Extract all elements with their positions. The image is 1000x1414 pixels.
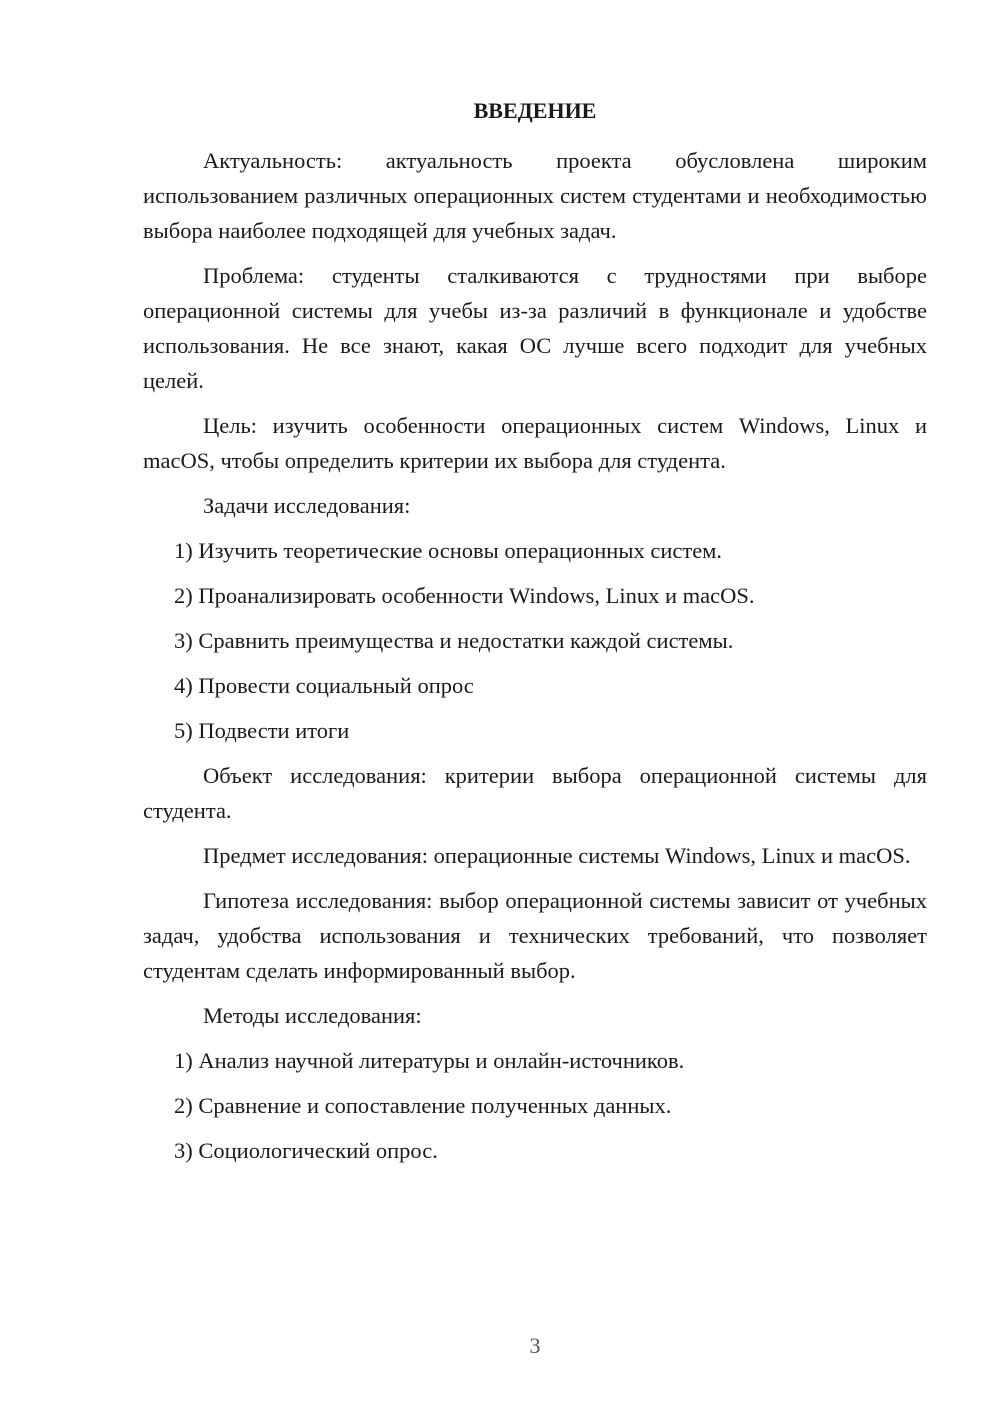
page-title: ВВЕДЕНИЕ	[473, 98, 597, 123]
document-body	[143, 143, 927, 1178]
task-list-item: 2) Проанализировать особенности Windows, Linux и macOS.	[174, 583, 755, 608]
problem-paragraph: Проблема: студенты сталкиваются с трудностями при выборе операционной системы для учебы из-за различий в функционале и удобстве использования. Не все знают, какая ОС лучше всего подходит для учебных целей.	[143, 263, 927, 393]
methods-heading: Методы исследования:	[203, 1003, 422, 1028]
task-list-item: 1) Изучить теоретические основы операционных систем.	[174, 538, 723, 563]
method-list-item: 1) Анализ научной литературы и онлайн-источников.	[174, 1048, 685, 1073]
goal-paragraph: Цель: изучить особенности операционных систем Windows, Linux и macOS, чтобы определить критерии их выбора для студента.	[143, 413, 927, 473]
subject-paragraph: Предмет исследования: операционные системы Windows, Linux и macOS.	[203, 843, 911, 868]
task-list-item: 5) Подвести итоги	[174, 718, 350, 743]
object-paragraph: Объект исследования: критерии выбора операционной системы для студента.	[143, 763, 927, 823]
task-list-item: 3) Сравнить преимущества и недостатки каждой системы.	[174, 628, 734, 653]
relevance-paragraph: Актуальность: актуальность проекта обусловлена широким использованием различных операционных систем студентами и необходимостью выбора наиболее подходящей для учебных задач.	[143, 148, 927, 243]
tasks-heading: Задачи исследования:	[203, 493, 411, 518]
method-list-item: 2) Сравнение и сопоставление полученных данных.	[174, 1093, 672, 1118]
hypothesis-paragraph: Гипотеза исследования: выбор операционной системы зависит от учебных задач, удобства использования и технических требований, что позволяет студентам сделать информированный выбор.	[143, 888, 927, 983]
method-list-item: 3) Социологический опрос.	[174, 1138, 438, 1163]
task-list-item: 4) Провести социальный опрос	[174, 673, 474, 698]
page-number: 3	[529, 1333, 541, 1358]
